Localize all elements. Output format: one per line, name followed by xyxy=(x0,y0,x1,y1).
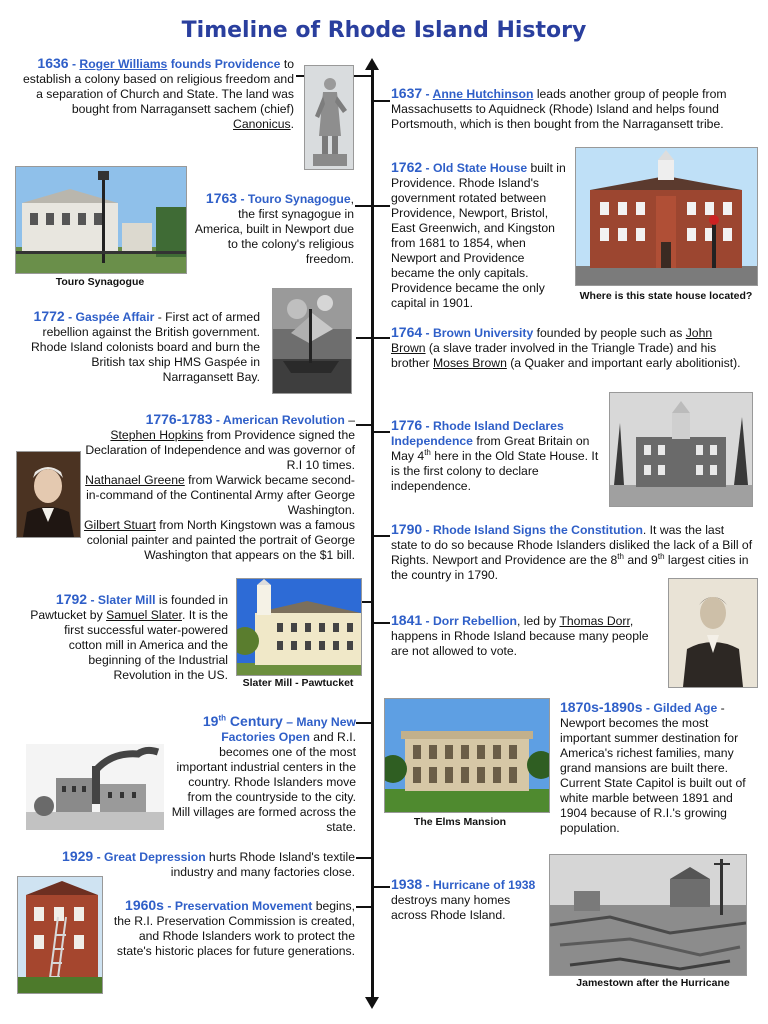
event-1763: 1763 - Touro Synagogue, the first synagogue in America, built in Newport due to the colony's religious freedom. xyxy=(194,190,354,266)
event-year: 1870s-1890s xyxy=(560,699,643,715)
event-year: 1772 xyxy=(33,308,65,324)
tick-1763 xyxy=(355,205,372,207)
event-1841: 1841 - Dorr Rebellion, led by Thomas Dorr, happens in Rhode Island because many people are not allowed to vote. xyxy=(391,612,649,658)
event-year: 1929 xyxy=(62,848,94,864)
event-year: 1792 xyxy=(55,591,88,607)
tick-1790 xyxy=(372,535,390,537)
event-year: 1841 xyxy=(391,612,423,628)
event-1870s-1890s: 1870s-1890s - Gilded Age - Newport becomes the most important summer destination for America's richest families, many grand mansions are built there. Current State Capitol is built out of white marble between 1891 and 1904 because of R.I.'s growing population. xyxy=(560,699,746,835)
tick-19c xyxy=(356,722,372,724)
event-1938: 1938 - Hurricane of 1938 destroys many homes across Rhode Island. xyxy=(391,876,536,922)
thomas-dorr-portrait xyxy=(668,578,758,688)
event-1960s: 1960s - Preservation Movement begins, the R.I. Preservation Commission is created, and Rhode Islanders work to protect the state's historic places for future generations. xyxy=(113,897,355,958)
page-title: Timeline of Rhode Island History xyxy=(181,18,587,43)
person-link[interactable]: Roger Williams xyxy=(79,57,168,71)
event-1762: 1762 - Old State House built in Providence. Rhode Island's government rotated between Providence, Newport, Bristol, East Greenwich, and Kingston from 1681 to 1854, when Newport and Providence became the only capitals. Providence became the only capital in 1901. xyxy=(391,159,566,310)
hurricane-caption: Jamestown after the Hurricane xyxy=(576,977,730,989)
event-year: 1776-1783 xyxy=(145,411,213,427)
person-link[interactable]: Thomas Dorr xyxy=(559,614,630,628)
state-house-caption: Where is this state house located? xyxy=(579,290,753,302)
event-1637: 1637 - Anne Hutchinson leads another group of people from Massachusetts to Aquidneck (Rhode) Island and helps found Portsmouth, which is then bought from the Narragansett tribe. xyxy=(391,85,727,131)
event-1929: 1929 - Great Depression hurts Rhode Island's textile industry and many factories close. xyxy=(62,848,355,879)
slater-mill-caption: Slater Mill - Pawtucket xyxy=(242,677,354,689)
preservation-building-image xyxy=(17,876,103,994)
event-year: 1938 xyxy=(391,876,423,892)
person-link[interactable]: Nathanael Greene xyxy=(85,473,185,487)
event-year: 1790 xyxy=(391,521,423,537)
tick-1762 xyxy=(372,205,390,207)
event-year: 19th Century xyxy=(202,713,283,729)
event-1764: 1764 - Brown University founded by people such as John Brown (a slave trader involved in the Triangle Trade) and his brother Moses Brown (a Quaker and important early abolitionist). xyxy=(391,324,741,370)
event-year: 1636 xyxy=(37,55,69,71)
timeline-arrow-down xyxy=(365,997,379,1009)
event-1776: 1776 - Rhode Island Declares Independence from Great Britain on May 4th here in the Old State House. It is the first colony to declare independence. xyxy=(391,417,599,493)
event-year: 1960s xyxy=(125,897,164,913)
gaspee-affair-image xyxy=(272,288,352,394)
event-year: 1762 xyxy=(391,159,423,175)
event-1772: 1772 - Gaspée Affair - First act of armed rebellion against the British government. Rhode Island colonists board and burn the British tax ship HMS Gaspée in Narragansett Bay. xyxy=(30,308,260,384)
event-1792: 1792 - Slater Mill is founded in Pawtucket by Samuel Slater. It is the first successful water-powered cotton mill in America and the beginning of the Industrial Revolution in the US. xyxy=(30,591,228,682)
event-19th-century: 19th Century – Many New Factories Open and R.I. becomes one of the most important industrial centers in the country. Rhode Islanders move from the countryside to the city. Mill villages are formed across the state. xyxy=(171,713,356,834)
old-state-house-image xyxy=(575,147,758,286)
person-link[interactable]: Gilbert Stuart xyxy=(84,518,156,532)
event-year: 1764 xyxy=(391,324,423,340)
person-link[interactable]: Anne Hutchinson xyxy=(432,87,534,101)
tick-1772 xyxy=(356,337,372,339)
george-washington-portrait xyxy=(16,451,81,538)
person-link[interactable]: Moses Brown xyxy=(433,356,507,370)
elms-mansion-caption: The Elms Mansion xyxy=(413,816,507,828)
tick-1841 xyxy=(372,622,390,624)
person-link[interactable]: John Brown xyxy=(391,326,713,355)
elms-mansion-image xyxy=(384,698,550,813)
factory-engraving-image xyxy=(26,744,164,830)
event-1636: 1636 - Roger Williams founds Providence to establish a colony based on religious freedom and a separation of Church and State. The land was bought from Narragansett sachem (chief) Canonicus. xyxy=(22,55,294,131)
tick-1938 xyxy=(372,886,390,888)
event-year: 1637 xyxy=(391,85,423,101)
touro-synagogue-caption: Touro Synagogue xyxy=(55,276,145,288)
event-1776-1783: 1776-1783 - American Revolution – Stephen Hopkins from Providence signed the Declaration of Independence and was governor of R.I 10 times. Nathanael Greene from Warwick became second-in-command of the Continental Army after George Washington. Gilbert Stuart from North Kingstown was a famous colonial painter and painted the portrait of George Washington that appears on the $1 bill. xyxy=(84,411,355,562)
university-hall-image xyxy=(609,392,753,507)
tick-1776a xyxy=(356,424,372,426)
event-year: 1776 xyxy=(391,417,423,433)
tick-1637 xyxy=(372,100,390,102)
tick-1764 xyxy=(372,337,390,339)
tick-1960 xyxy=(356,906,372,908)
person-link[interactable]: Samuel Slater xyxy=(106,608,182,622)
person-link[interactable]: Stephen Hopkins xyxy=(110,428,204,442)
touro-synagogue-image xyxy=(15,166,187,274)
slater-mill-image xyxy=(236,578,362,676)
hurricane-aftermath-image xyxy=(549,854,747,976)
event-year: 1763 xyxy=(205,190,238,206)
tick-1776b xyxy=(372,431,390,433)
person-link[interactable]: Canonicus xyxy=(233,117,291,131)
tick-1929 xyxy=(356,857,372,859)
roger-williams-statue-image xyxy=(304,65,354,170)
event-1790: 1790 - Rhode Island Signs the Constitution. It was the last state to do so because Rhode Islanders disliked the lack of a Bill of Rights. Newport and Providence are the 8th and 9th largest cities in the country in 1790. xyxy=(391,521,753,582)
